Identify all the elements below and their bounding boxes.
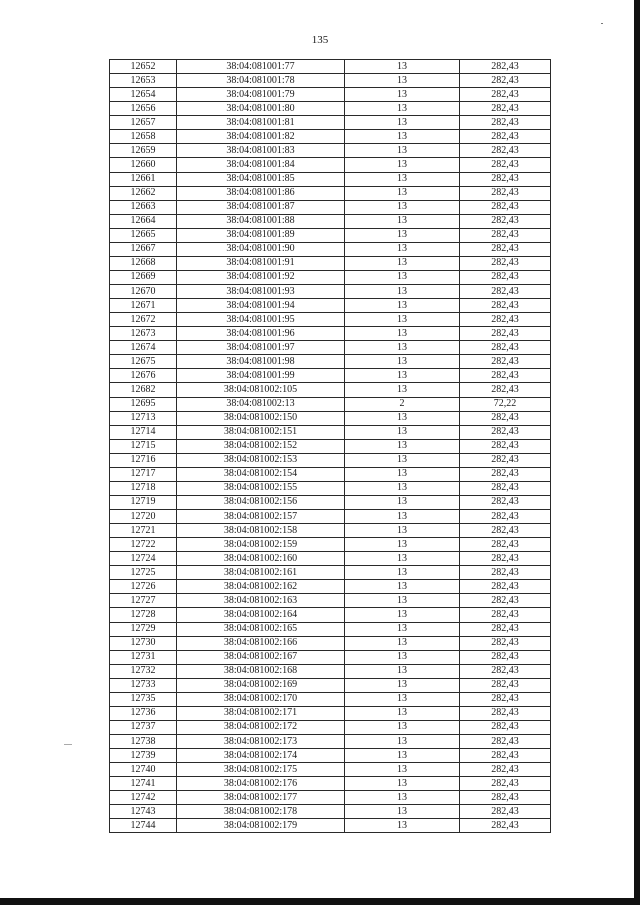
record-number-cell: 12668 <box>110 256 177 270</box>
share-cell: 13 <box>345 172 460 186</box>
cadastral-number-cell: 38:04:081002:166 <box>177 636 345 650</box>
record-number-cell: 12744 <box>110 819 177 833</box>
table-row <box>110 552 551 566</box>
record-number-cell: 12658 <box>110 130 177 144</box>
cadastral-number-cell: 38:04:081002:155 <box>177 481 345 495</box>
record-number-cell: 12724 <box>110 552 177 566</box>
area-cell: 282,43 <box>460 763 551 777</box>
area-cell: 282,43 <box>460 256 551 270</box>
record-number-cell: 12736 <box>110 706 177 720</box>
area-cell: 282,43 <box>460 186 551 200</box>
table-row <box>110 805 551 819</box>
share-cell: 13 <box>345 158 460 172</box>
cadastral-number-cell: 38:04:081002:164 <box>177 608 345 622</box>
share-cell: 13 <box>345 453 460 467</box>
record-number-cell: 12660 <box>110 158 177 172</box>
record-number-cell: 12721 <box>110 524 177 538</box>
record-number-cell: 12731 <box>110 650 177 664</box>
share-cell: 13 <box>345 650 460 664</box>
cadastral-number-cell: 38:04:081002:162 <box>177 580 345 594</box>
cadastral-number-cell: 38:04:081001:77 <box>177 60 345 74</box>
share-cell: 13 <box>345 552 460 566</box>
margin-mark <box>64 744 72 745</box>
share-cell: 13 <box>345 777 460 791</box>
table-row <box>110 270 551 284</box>
area-cell: 282,43 <box>460 425 551 439</box>
record-number-cell: 12738 <box>110 735 177 749</box>
area-cell: 282,43 <box>460 299 551 313</box>
area-cell: 282,43 <box>460 777 551 791</box>
record-number-cell: 12732 <box>110 664 177 678</box>
record-number-cell: 12728 <box>110 608 177 622</box>
area-cell: 282,43 <box>460 481 551 495</box>
table-row <box>110 74 551 88</box>
cadastral-number-cell: 38:04:081002:150 <box>177 411 345 425</box>
record-number-cell: 12740 <box>110 763 177 777</box>
cadastral-number-cell: 38:04:081002:167 <box>177 650 345 664</box>
share-cell: 13 <box>345 495 460 509</box>
record-number-cell: 12733 <box>110 678 177 692</box>
cadastral-number-cell: 38:04:081001:78 <box>177 74 345 88</box>
cadastral-number-cell: 38:04:081002:178 <box>177 805 345 819</box>
area-cell: 282,43 <box>460 102 551 116</box>
record-number-cell: 12717 <box>110 467 177 481</box>
share-cell: 13 <box>345 622 460 636</box>
record-number-cell: 12672 <box>110 313 177 327</box>
area-cell: 282,43 <box>460 439 551 453</box>
area-cell: 282,43 <box>460 692 551 706</box>
record-number-cell: 12676 <box>110 369 177 383</box>
area-cell: 282,43 <box>460 411 551 425</box>
record-number-cell: 12665 <box>110 228 177 242</box>
share-cell: 13 <box>345 566 460 580</box>
area-cell: 282,43 <box>460 735 551 749</box>
cadastral-number-cell: 38:04:081001:84 <box>177 158 345 172</box>
table-row <box>110 60 551 74</box>
share-cell: 13 <box>345 439 460 453</box>
table-row <box>110 763 551 777</box>
record-number-cell: 12661 <box>110 172 177 186</box>
area-cell: 282,43 <box>460 720 551 734</box>
record-number-cell: 12673 <box>110 327 177 341</box>
area-cell: 282,43 <box>460 313 551 327</box>
cadastral-number-cell: 38:04:081001:94 <box>177 299 345 313</box>
area-cell: 282,43 <box>460 341 551 355</box>
table-row <box>110 439 551 453</box>
record-number-cell: 12682 <box>110 383 177 397</box>
table-row <box>110 186 551 200</box>
cadastral-number-cell: 38:04:081002:157 <box>177 510 345 524</box>
share-cell: 13 <box>345 144 460 158</box>
share-cell: 13 <box>345 228 460 242</box>
record-number-cell: 12714 <box>110 425 177 439</box>
area-cell: 282,43 <box>460 327 551 341</box>
table-row <box>110 495 551 509</box>
area-cell: 282,43 <box>460 805 551 819</box>
area-cell: 282,43 <box>460 678 551 692</box>
table-row <box>110 819 551 833</box>
cadastral-number-cell: 38:04:081002:165 <box>177 622 345 636</box>
record-number-cell: 12653 <box>110 74 177 88</box>
share-cell: 13 <box>345 299 460 313</box>
area-cell: 282,43 <box>460 74 551 88</box>
table-row <box>110 538 551 552</box>
record-number-cell: 12664 <box>110 214 177 228</box>
share-cell: 13 <box>345 720 460 734</box>
share-cell: 13 <box>345 692 460 706</box>
area-cell: 282,43 <box>460 369 551 383</box>
cadastral-number-cell: 38:04:081001:96 <box>177 327 345 341</box>
share-cell: 13 <box>345 242 460 256</box>
area-cell: 282,43 <box>460 636 551 650</box>
record-number-cell: 12663 <box>110 200 177 214</box>
record-number-cell: 12725 <box>110 566 177 580</box>
record-number-cell: 12741 <box>110 777 177 791</box>
table-row <box>110 524 551 538</box>
share-cell: 13 <box>345 805 460 819</box>
record-number-cell: 12659 <box>110 144 177 158</box>
share-cell: 13 <box>345 594 460 608</box>
area-cell: 282,43 <box>460 706 551 720</box>
record-number-cell: 12720 <box>110 510 177 524</box>
cadastral-number-cell: 38:04:081002:175 <box>177 763 345 777</box>
share-cell: 13 <box>345 60 460 74</box>
cadastral-number-cell: 38:04:081002:163 <box>177 594 345 608</box>
share-cell: 13 <box>345 200 460 214</box>
cadastral-number-cell: 38:04:081002:177 <box>177 791 345 805</box>
cadastral-number-cell: 38:04:081001:95 <box>177 313 345 327</box>
table-row <box>110 341 551 355</box>
area-cell: 282,43 <box>460 538 551 552</box>
area-cell: 282,43 <box>460 749 551 763</box>
record-number-cell: 12656 <box>110 102 177 116</box>
table-row <box>110 158 551 172</box>
area-cell: 282,43 <box>460 144 551 158</box>
share-cell: 13 <box>345 538 460 552</box>
record-number-cell: 12662 <box>110 186 177 200</box>
cadastral-number-cell: 38:04:081002:158 <box>177 524 345 538</box>
area-cell: 72,22 <box>460 397 551 411</box>
share-cell: 13 <box>345 411 460 425</box>
share-cell: 2 <box>345 397 460 411</box>
record-number-cell: 12716 <box>110 453 177 467</box>
table-row <box>110 172 551 186</box>
table-row <box>110 102 551 116</box>
area-cell: 282,43 <box>460 495 551 509</box>
table-row <box>110 355 551 369</box>
table-row <box>110 144 551 158</box>
table-row <box>110 608 551 622</box>
share-cell: 13 <box>345 735 460 749</box>
table-row <box>110 467 551 481</box>
record-number-cell: 12670 <box>110 285 177 299</box>
area-cell: 282,43 <box>460 383 551 397</box>
share-cell: 13 <box>345 467 460 481</box>
table-row <box>110 749 551 763</box>
record-number-cell: 12657 <box>110 116 177 130</box>
table-row <box>110 664 551 678</box>
share-cell: 13 <box>345 130 460 144</box>
cadastral-number-cell: 38:04:081002:154 <box>177 467 345 481</box>
share-cell: 13 <box>345 355 460 369</box>
cadastral-number-cell: 38:04:081002:168 <box>177 664 345 678</box>
table-row <box>110 720 551 734</box>
area-cell: 282,43 <box>460 172 551 186</box>
scan-speck <box>601 23 603 24</box>
cadastral-number-cell: 38:04:081002:169 <box>177 678 345 692</box>
table-row <box>110 566 551 580</box>
area-cell: 282,43 <box>460 552 551 566</box>
record-number-cell: 12742 <box>110 791 177 805</box>
record-number-cell: 12715 <box>110 439 177 453</box>
share-cell: 13 <box>345 383 460 397</box>
cadastral-number-cell: 38:04:081001:87 <box>177 200 345 214</box>
area-cell: 282,43 <box>460 116 551 130</box>
area-cell: 282,43 <box>460 608 551 622</box>
share-cell: 13 <box>345 749 460 763</box>
table-row <box>110 594 551 608</box>
cadastral-number-cell: 38:04:081002:173 <box>177 735 345 749</box>
table-row <box>110 285 551 299</box>
table-row <box>110 214 551 228</box>
area-cell: 282,43 <box>460 88 551 102</box>
share-cell: 13 <box>345 256 460 270</box>
table-row <box>110 791 551 805</box>
table-row <box>110 200 551 214</box>
cadastral-number-cell: 38:04:081002:13 <box>177 397 345 411</box>
table-row <box>110 453 551 467</box>
share-cell: 13 <box>345 636 460 650</box>
record-number-cell: 12652 <box>110 60 177 74</box>
table-row <box>110 327 551 341</box>
share-cell: 13 <box>345 580 460 594</box>
area-cell: 282,43 <box>460 214 551 228</box>
share-cell: 13 <box>345 678 460 692</box>
table-row <box>110 88 551 102</box>
area-cell: 282,43 <box>460 270 551 284</box>
record-number-cell: 12743 <box>110 805 177 819</box>
cadastral-number-cell: 38:04:081002:105 <box>177 383 345 397</box>
table-row <box>110 678 551 692</box>
area-cell: 282,43 <box>460 622 551 636</box>
cadastral-number-cell: 38:04:081001:97 <box>177 341 345 355</box>
area-cell: 282,43 <box>460 580 551 594</box>
table-row <box>110 116 551 130</box>
table-row <box>110 397 551 411</box>
share-cell: 13 <box>345 313 460 327</box>
table-row <box>110 369 551 383</box>
cadastral-number-cell: 38:04:081002:176 <box>177 777 345 791</box>
record-number-cell: 12654 <box>110 88 177 102</box>
area-cell: 282,43 <box>460 355 551 369</box>
area-cell: 282,43 <box>460 158 551 172</box>
share-cell: 13 <box>345 186 460 200</box>
area-cell: 282,43 <box>460 453 551 467</box>
table-row <box>110 299 551 313</box>
share-cell: 13 <box>345 270 460 284</box>
table-row <box>110 706 551 720</box>
table-row <box>110 692 551 706</box>
cadastral-number-cell: 38:04:081002:151 <box>177 425 345 439</box>
share-cell: 13 <box>345 510 460 524</box>
cadastral-number-cell: 38:04:081001:79 <box>177 88 345 102</box>
record-number-cell: 12674 <box>110 341 177 355</box>
table-row <box>110 580 551 594</box>
share-cell: 13 <box>345 524 460 538</box>
table-row <box>110 411 551 425</box>
table-row <box>110 313 551 327</box>
cadastral-number-cell: 38:04:081001:98 <box>177 355 345 369</box>
area-cell: 282,43 <box>460 664 551 678</box>
table-row <box>110 650 551 664</box>
table-row <box>110 383 551 397</box>
share-cell: 13 <box>345 214 460 228</box>
table-body <box>110 60 551 833</box>
record-number-cell: 12675 <box>110 355 177 369</box>
record-number-cell: 12730 <box>110 636 177 650</box>
share-cell: 13 <box>345 102 460 116</box>
record-number-cell: 12713 <box>110 411 177 425</box>
scan-border-right <box>634 0 640 905</box>
cadastral-number-cell: 38:04:081002:159 <box>177 538 345 552</box>
share-cell: 13 <box>345 664 460 678</box>
cadastral-number-cell: 38:04:081002:152 <box>177 439 345 453</box>
record-number-cell: 12667 <box>110 242 177 256</box>
record-number-cell: 12739 <box>110 749 177 763</box>
table-row <box>110 228 551 242</box>
table-row <box>110 735 551 749</box>
cadastral-number-cell: 38:04:081001:93 <box>177 285 345 299</box>
area-cell: 282,43 <box>460 819 551 833</box>
cadastral-number-cell: 38:04:081001:92 <box>177 270 345 284</box>
area-cell: 282,43 <box>460 566 551 580</box>
cadastral-number-cell: 38:04:081002:172 <box>177 720 345 734</box>
table-row <box>110 425 551 439</box>
cadastral-number-cell: 38:04:081001:81 <box>177 116 345 130</box>
cadastral-number-cell: 38:04:081002:171 <box>177 706 345 720</box>
data-table <box>109 59 551 833</box>
cadastral-number-cell: 38:04:081001:90 <box>177 242 345 256</box>
cadastral-number-cell: 38:04:081001:89 <box>177 228 345 242</box>
share-cell: 13 <box>345 791 460 805</box>
cadastral-number-cell: 38:04:081002:153 <box>177 453 345 467</box>
table-row <box>110 510 551 524</box>
area-cell: 282,43 <box>460 285 551 299</box>
share-cell: 13 <box>345 425 460 439</box>
record-number-cell: 12727 <box>110 594 177 608</box>
share-cell: 13 <box>345 763 460 777</box>
cadastral-number-cell: 38:04:081001:85 <box>177 172 345 186</box>
record-number-cell: 12718 <box>110 481 177 495</box>
cadastral-number-cell: 38:04:081002:160 <box>177 552 345 566</box>
record-number-cell: 12719 <box>110 495 177 509</box>
area-cell: 282,43 <box>460 130 551 144</box>
area-cell: 282,43 <box>460 467 551 481</box>
record-number-cell: 12722 <box>110 538 177 552</box>
cadastral-number-cell: 38:04:081001:82 <box>177 130 345 144</box>
cadastral-number-cell: 38:04:081002:174 <box>177 749 345 763</box>
area-cell: 282,43 <box>460 228 551 242</box>
share-cell: 13 <box>345 116 460 130</box>
area-cell: 282,43 <box>460 791 551 805</box>
record-number-cell: 12737 <box>110 720 177 734</box>
table-row <box>110 242 551 256</box>
area-cell: 282,43 <box>460 200 551 214</box>
table-row <box>110 130 551 144</box>
record-number-cell: 12729 <box>110 622 177 636</box>
record-number-cell: 12671 <box>110 299 177 313</box>
table-row <box>110 777 551 791</box>
share-cell: 13 <box>345 341 460 355</box>
share-cell: 13 <box>345 88 460 102</box>
page-number: 135 <box>311 34 329 46</box>
cadastral-number-cell: 38:04:081001:99 <box>177 369 345 383</box>
cadastral-number-cell: 38:04:081002:161 <box>177 566 345 580</box>
share-cell: 13 <box>345 327 460 341</box>
area-cell: 282,43 <box>460 650 551 664</box>
record-number-cell: 12726 <box>110 580 177 594</box>
table-row <box>110 636 551 650</box>
cadastral-number-cell: 38:04:081001:88 <box>177 214 345 228</box>
area-cell: 282,43 <box>460 594 551 608</box>
share-cell: 13 <box>345 608 460 622</box>
cadastral-number-cell: 38:04:081002:156 <box>177 495 345 509</box>
cadastral-number-cell: 38:04:081001:83 <box>177 144 345 158</box>
table-row <box>110 622 551 636</box>
table-row <box>110 256 551 270</box>
share-cell: 13 <box>345 819 460 833</box>
share-cell: 13 <box>345 369 460 383</box>
scan-border-bottom <box>0 898 640 905</box>
record-number-cell: 12735 <box>110 692 177 706</box>
table-row <box>110 481 551 495</box>
area-cell: 282,43 <box>460 60 551 74</box>
share-cell: 13 <box>345 74 460 88</box>
share-cell: 13 <box>345 285 460 299</box>
cadastral-number-cell: 38:04:081002:179 <box>177 819 345 833</box>
area-cell: 282,43 <box>460 242 551 256</box>
record-number-cell: 12695 <box>110 397 177 411</box>
area-cell: 282,43 <box>460 510 551 524</box>
cadastral-number-cell: 38:04:081001:80 <box>177 102 345 116</box>
share-cell: 13 <box>345 481 460 495</box>
cadastral-number-cell: 38:04:081001:91 <box>177 256 345 270</box>
cadastral-number-cell: 38:04:081002:170 <box>177 692 345 706</box>
cadastral-number-cell: 38:04:081001:86 <box>177 186 345 200</box>
record-number-cell: 12669 <box>110 270 177 284</box>
area-cell: 282,43 <box>460 524 551 538</box>
share-cell: 13 <box>345 706 460 720</box>
